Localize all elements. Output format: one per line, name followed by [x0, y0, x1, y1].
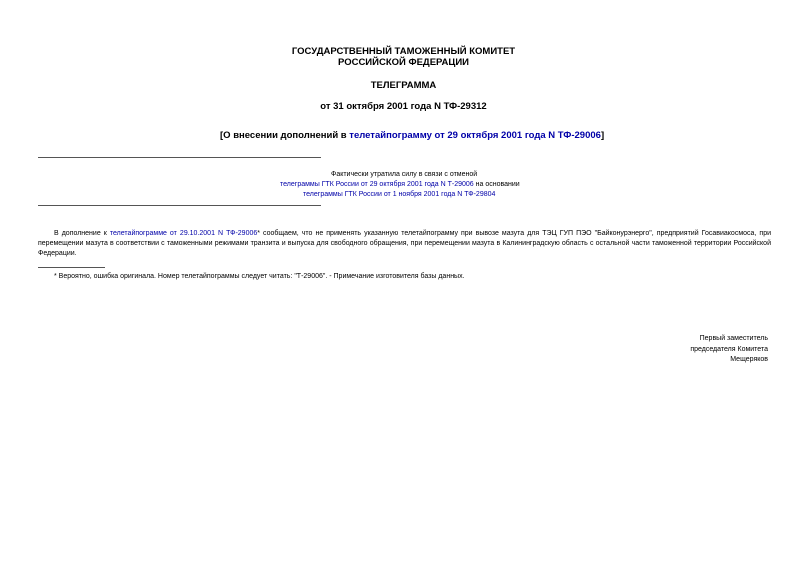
org-name-line2: РОССИЙСКОЙ ФЕДЕРАЦИИ: [337, 57, 469, 68]
body-paragraph: [38, 229, 771, 259]
document-date-number: от 31 октября 2001 года N ТФ-29312: [320, 101, 487, 112]
body-suffix: * сообщаем, что не применять указанную телетайпограмму при вывозе мазута для ТЭЦ ГУП ПЭО "Байконурэнерго", предприятий Госавиакосмоса, при перемещении мазута в соответствии с таможенными режимами транзита и выпуска для свободного обращения, при перемещении мазута в Калининградскую область с остальной части таможенной территории Российской Федерации.: [38, 230, 772, 257]
status-note-line1: Фактически утратила силу в связи с отменой: [331, 171, 478, 178]
status-note-line2: [280, 180, 520, 190]
signature-position-line2: председателя Комитета: [690, 345, 768, 353]
org-name-line1: ГОСУДАРСТВЕННЫЙ ТАМОЖЕННЫЙ КОМИТЕТ: [291, 46, 516, 57]
status-note-line3: [303, 190, 495, 200]
signature-name: Мещеряков: [730, 356, 768, 363]
document-type: ТЕЛЕГРАММА: [370, 80, 437, 91]
subject-suffix: ]: [600, 130, 605, 141]
status-link-basis-telegram[interactable]: телеграммы ГТК России от 1 ноября 2001 года N ТФ-29804: [303, 191, 496, 198]
signature-position-line1: Первый заместитель: [699, 335, 768, 342]
subject-link[interactable]: телетайпограмму от 29 октября 2001 года N ТФ-29006: [349, 130, 601, 141]
divider-top: [38, 157, 321, 158]
status-note-line2-suffix: на основании: [473, 181, 520, 188]
signature-block: [690, 334, 768, 366]
document-subject: [220, 130, 604, 141]
footnote-divider: [38, 267, 105, 268]
status-link-cancelled-telegram[interactable]: телеграммы ГТК России от 29 октября 2001 года N Т-29006: [280, 181, 474, 188]
subject-prefix: [О внесении дополнений в: [220, 130, 350, 141]
body-prefix: В дополнение к: [54, 230, 110, 237]
divider-bottom: [38, 205, 321, 206]
body-link-teletypogram[interactable]: телетайпограмме от 29.10.2001 N ТФ-29006: [109, 230, 258, 237]
footnote: * Вероятно, ошибка оригинала. Номер телетайпограммы следует читать: "Т-29006". - Примечание изготовителя базы данных.: [54, 273, 465, 280]
